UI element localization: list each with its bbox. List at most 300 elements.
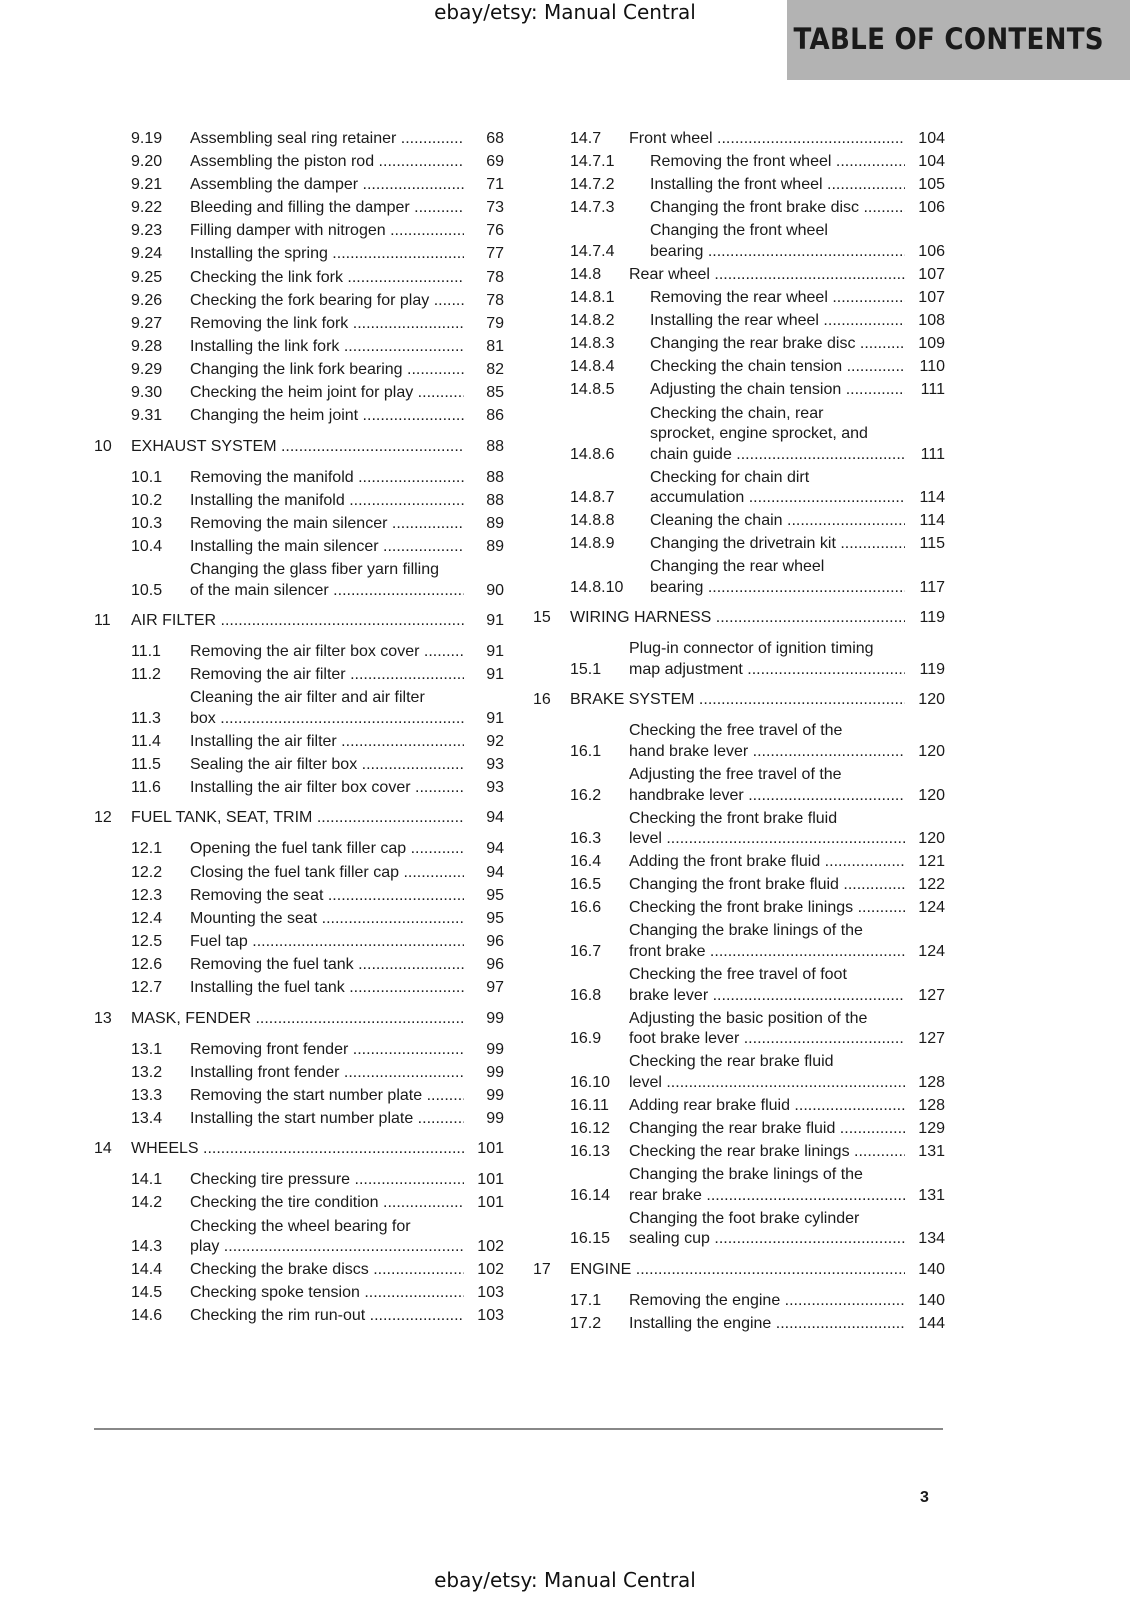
toc-chapter: [94, 436, 504, 457]
entry-page: 114: [919, 512, 945, 530]
entry-title-block: [650, 175, 905, 196]
toc-entry: [94, 755, 504, 776]
entry-title: Assembling the damper .....: [190, 176, 464, 193]
entry-page: 102: [477, 1238, 504, 1255]
entry-title-block: [650, 198, 905, 219]
chapter-number: 16: [533, 691, 551, 709]
toc-entry: [533, 921, 945, 962]
entry-page: 99: [486, 1086, 504, 1104]
entry-page: 86: [486, 407, 504, 425]
entry-page: 99: [486, 1109, 504, 1127]
toc-entry: [94, 1170, 504, 1191]
entry-title-block: [629, 639, 905, 680]
entry-page: 91: [486, 666, 504, 684]
entry-page: 95: [486, 886, 504, 904]
toc-entry: [94, 1217, 504, 1258]
entry-title-block: [190, 863, 464, 884]
chapter-title: EXHAUST SYSTEM .....: [131, 438, 464, 455]
entry-title: Checking the front brake linings .....: [629, 899, 905, 916]
entry-title: bearing .....: [650, 579, 905, 596]
entry-page: 119: [919, 660, 945, 678]
entry-title-block: [190, 732, 464, 753]
entry-number: 12.3: [131, 886, 163, 904]
toc-entry: [94, 360, 504, 381]
toc-entry: [94, 1306, 504, 1327]
chapter-title-block: [570, 1259, 905, 1280]
entry-page: 77: [486, 245, 504, 263]
entry-title: Checking the fork bearing for play .....: [190, 292, 464, 309]
entry-title-block: [190, 560, 464, 601]
entry-title-block: [190, 291, 464, 312]
entry-title: Checking the chain, rear: [650, 404, 824, 422]
entry-number: 12.4: [131, 909, 163, 927]
entry-number: 9.20: [131, 153, 163, 171]
entry-page: 110: [919, 358, 945, 376]
chapter-title-block: [131, 436, 464, 457]
entry-title-block: [190, 955, 464, 976]
entry-title: brake lever .....: [629, 987, 905, 1004]
entry-title: Removing the fuel tank .....: [190, 956, 464, 973]
toc-chapter: [533, 689, 945, 710]
entry-number: 16.13: [570, 1143, 611, 1161]
entry-title-block: [650, 221, 905, 262]
entry-page: 88: [486, 468, 504, 486]
entry-title-block: [629, 1142, 905, 1163]
entry-title-block: [650, 357, 905, 378]
entry-title-block: [629, 265, 905, 286]
entry-title: Installing the air filter box cover .....: [190, 779, 464, 796]
entry-title-block: [190, 360, 464, 381]
entry-number: 9.31: [131, 407, 163, 425]
toc-entry: [94, 1283, 504, 1304]
chapter-title: WHEELS .....: [131, 1140, 464, 1157]
toc-entry: [94, 732, 504, 753]
toc-left-column: [94, 129, 504, 1329]
toc-entry: [94, 152, 504, 173]
entry-page: 106: [918, 242, 945, 260]
entry-number: 13.2: [131, 1063, 163, 1081]
chapter-page: 120: [918, 691, 945, 709]
entry-title-block: [190, 778, 464, 799]
chapter-title-block: [570, 607, 905, 628]
entry-title: Checking the rim run-out .....: [190, 1307, 464, 1324]
entry-title: Installing the start number plate .....: [190, 1110, 464, 1127]
entry-page: 144: [918, 1314, 945, 1332]
toc-right-column: [533, 129, 945, 1337]
chapter-number: 15: [533, 609, 551, 627]
entry-title: Opening the fuel tank filler cap .....: [190, 840, 464, 857]
entry-page: 95: [486, 909, 504, 927]
entry-page: 106: [918, 199, 945, 217]
entry-page: 127: [918, 986, 945, 1004]
entry-number: 12.2: [131, 863, 163, 881]
entry-number: 14.8.1: [570, 289, 615, 307]
entry-page: 94: [486, 863, 504, 881]
entry-number: 16.1: [570, 742, 602, 760]
entry-title-block: [629, 1314, 905, 1335]
entry-number: 9.22: [131, 199, 163, 217]
entry-number: 16.15: [570, 1230, 611, 1248]
entry-number: 9.30: [131, 384, 163, 402]
toc-entry: [533, 265, 945, 286]
toc-entry: [94, 383, 504, 404]
entry-title-block: [190, 1063, 464, 1084]
entry-number: 11.4: [131, 732, 161, 750]
entry-title: Checking the free travel of the: [629, 722, 843, 740]
entry-number: 11.6: [131, 778, 161, 796]
entry-title: Installing the link fork .....: [190, 338, 464, 355]
entry-page: 120: [918, 830, 945, 848]
entry-number: 9.23: [131, 222, 163, 240]
entry-title: Changing the front brake disc .....: [650, 199, 905, 216]
entry-title: Checking the free travel of foot: [629, 966, 847, 984]
entry-number: 14.7.4: [570, 242, 615, 260]
entry-page: 117: [919, 578, 945, 596]
chapter-page: 91: [486, 612, 504, 629]
entry-number: 16.7: [570, 942, 602, 960]
entry-title-block: [190, 314, 464, 335]
entry-page: 111: [920, 445, 945, 463]
entry-number: 10.4: [131, 537, 163, 555]
entry-title: Removing the start number plate .....: [190, 1087, 464, 1104]
entry-number: 13.1: [131, 1040, 163, 1058]
chapter-page: 88: [486, 437, 504, 455]
entry-title: Filling damper with nitrogen .....: [190, 222, 464, 239]
entry-number: 14.8.2: [570, 312, 615, 330]
entry-title-block: [190, 268, 464, 289]
entry-title-block: [629, 1209, 905, 1250]
entry-page: 140: [918, 1291, 945, 1309]
entry-title: Checking the front brake fluid: [629, 809, 838, 827]
entry-title-block: [190, 152, 464, 173]
toc-entry: [94, 514, 504, 535]
entry-number: 9.27: [131, 314, 163, 332]
chapter-page: 99: [486, 1009, 504, 1027]
entry-number: 14.7: [570, 130, 602, 147]
toc-entry: [533, 1314, 945, 1335]
entry-title: chain guide .....: [650, 446, 905, 463]
entry-title-block: [190, 129, 464, 150]
entry-page: 97: [486, 979, 504, 997]
toc-chapter: [533, 1259, 945, 1280]
entry-page: 78: [486, 291, 504, 309]
toc-entry: [533, 1052, 945, 1093]
entry-title-block: [190, 1170, 464, 1191]
chapter-title: FUEL TANK, SEAT, TRIM .....: [131, 809, 464, 826]
entry-title: Assembling seal ring retainer .....: [190, 130, 464, 147]
entry-title: Changing the rear brake fluid .....: [629, 1120, 905, 1137]
entry-page: 99: [486, 1063, 504, 1081]
entry-page: 124: [918, 899, 945, 917]
entry-number: 10.3: [131, 514, 163, 532]
toc-entry: [94, 1040, 504, 1061]
entry-title: Installing the fuel tank .....: [190, 979, 464, 996]
entry-number: 16.3: [570, 830, 602, 848]
entry-page: 131: [918, 1143, 945, 1161]
entry-number: 9.19: [131, 130, 163, 147]
toc-entry: [533, 468, 945, 509]
entry-title: map adjustment .....: [629, 661, 905, 678]
entry-page: 73: [486, 199, 504, 217]
entry-title: Changing the foot brake cylinder: [629, 1209, 860, 1227]
entry-title: Removing the seat .....: [190, 887, 464, 904]
entry-title-block: [190, 491, 464, 512]
entry-title: Adjusting the chain tension .....: [650, 381, 905, 398]
entry-title-block: [190, 932, 464, 953]
toc-entry: [533, 557, 945, 598]
entry-page: 81: [486, 337, 504, 355]
chapter-number: 10: [94, 437, 112, 455]
toc-entry: [533, 1142, 945, 1163]
entry-page: 93: [486, 778, 504, 796]
entry-number: 11.1: [131, 643, 161, 660]
toc-entry: [533, 1209, 945, 1250]
toc-entry: [533, 1096, 945, 1117]
entry-title: box .....: [190, 710, 464, 727]
entry-page: 111: [920, 381, 945, 399]
entry-title-block: [650, 311, 905, 332]
entry-title-block: [190, 537, 464, 558]
toc-entry: [94, 909, 504, 930]
entry-number: 13.4: [131, 1109, 163, 1127]
entry-title: Installing the engine .....: [629, 1315, 905, 1332]
entry-title: Plug-in connector of ignition timing: [629, 640, 874, 658]
toc-entry: [533, 152, 945, 173]
entry-title: Checking the rear brake fluid: [629, 1053, 834, 1071]
entry-number: 9.28: [131, 337, 163, 355]
entry-page: 128: [918, 1096, 945, 1114]
entry-page: 104: [918, 130, 945, 147]
entry-title-block: [190, 468, 464, 489]
toc-entry: [533, 965, 945, 1006]
entry-page: 79: [486, 314, 504, 332]
entry-title-block: [629, 921, 905, 962]
chapter-title-block: [131, 807, 464, 828]
entry-number: 16.5: [570, 876, 602, 894]
chapter-number: 14: [94, 1140, 112, 1158]
entry-title: front brake .....: [629, 943, 905, 960]
entry-number: 14.8.7: [570, 489, 615, 507]
chapter-page: 101: [477, 1140, 504, 1158]
entry-number: 14.8.6: [570, 445, 615, 463]
entry-number: 14.8.9: [570, 535, 615, 553]
entry-number: 16.14: [570, 1186, 611, 1204]
chapter-title-block: [131, 1138, 464, 1159]
entry-title: Checking the link fork .....: [190, 269, 464, 286]
entry-title: sprocket, engine sprocket, and: [650, 425, 868, 443]
toc-entry: [533, 1119, 945, 1140]
toc-entry: [533, 1009, 945, 1050]
page-title: TABLE OF CONTENTS: [793, 22, 1104, 56]
entry-title: Installing the air filter .....: [190, 733, 464, 750]
entry-title: Installing the spring .....: [190, 245, 464, 262]
entry-title: Changing the brake linings of the: [629, 1166, 863, 1184]
entry-number: 13.3: [131, 1086, 163, 1104]
entry-page: 103: [477, 1307, 504, 1325]
toc-entry: [94, 221, 504, 242]
toc-entry: [533, 129, 945, 150]
entry-title-block: [190, 642, 464, 663]
toc-entry: [533, 404, 945, 466]
chapter-page: 94: [486, 809, 504, 827]
entry-title-block: [629, 765, 905, 806]
entry-number: 14.8.8: [570, 512, 615, 530]
entry-title-block: [190, 514, 464, 535]
entry-title-block: [650, 152, 905, 173]
entry-title: Removing the rear wheel .....: [650, 289, 905, 306]
entry-number: 14.8.10: [570, 578, 624, 596]
entry-title-block: [650, 557, 905, 598]
entry-title-block: [650, 534, 905, 555]
toc-entry: [533, 288, 945, 309]
toc-entry: [94, 978, 504, 999]
entry-title: Changing the heim joint .....: [190, 407, 464, 424]
entry-title: Checking the heim joint for play .....: [190, 384, 464, 401]
entry-number: 16.8: [570, 986, 602, 1004]
entry-number: 14.7.2: [570, 176, 615, 194]
entry-page: 91: [486, 709, 504, 727]
toc-entry: [94, 537, 504, 558]
toc-entry: [533, 311, 945, 332]
entry-title: rear brake .....: [629, 1187, 905, 1204]
entry-number: 15.1: [570, 660, 602, 678]
entry-number: 14.3: [131, 1238, 163, 1255]
toc-entry: [94, 175, 504, 196]
watermark-top: ebay/etsy: Manual Central: [434, 0, 696, 24]
entry-title-block: [190, 755, 464, 776]
entry-title: Installing the rear wheel .....: [650, 312, 905, 329]
entry-title: Checking for chain dirt: [650, 468, 810, 486]
entry-number: 12.7: [131, 979, 163, 997]
chapter-title-block: [131, 1008, 464, 1029]
entry-title: Installing the manifold .....: [190, 492, 464, 509]
entry-number: 14.4: [131, 1261, 163, 1279]
toc-chapter: [533, 607, 945, 628]
entry-title-block: [629, 129, 905, 150]
entry-title-block: [190, 1283, 464, 1304]
entry-title: Cleaning the chain .....: [650, 512, 905, 529]
toc-entry: [94, 491, 504, 512]
entry-number: 14.7.3: [570, 199, 615, 217]
entry-title: Installing the main silencer .....: [190, 538, 464, 555]
entry-title: Checking spoke tension .....: [190, 1284, 464, 1301]
entry-title: Changing the glass fiber yarn filling: [190, 561, 440, 578]
chapter-title: BRAKE SYSTEM .....: [570, 691, 905, 708]
toc-entry: [94, 688, 504, 729]
entry-title: Adjusting the free travel of the: [629, 766, 842, 783]
entry-page: 88: [486, 491, 504, 509]
entry-page: 93: [486, 755, 504, 773]
entry-page: 82: [486, 360, 504, 378]
entry-title: Sealing the air filter box .....: [190, 756, 464, 773]
entry-title: Changing the front brake fluid .....: [629, 876, 905, 893]
chapter-title-block: [570, 689, 905, 710]
entry-page: 89: [486, 537, 504, 555]
entry-page: 104: [918, 153, 945, 171]
entry-number: 16.11: [570, 1096, 609, 1114]
entry-page: 107: [918, 289, 945, 307]
entry-number: 14.8.4: [570, 358, 615, 376]
entry-number: 11.5: [131, 755, 161, 773]
entry-page: 76: [486, 222, 504, 240]
entry-title: Rear wheel .....: [629, 266, 905, 283]
toc-entry: [94, 886, 504, 907]
toc-entry: [533, 1291, 945, 1312]
entry-title-block: [190, 688, 464, 729]
entry-number: 11.2: [131, 666, 161, 684]
toc-entry: [533, 334, 945, 355]
entry-title-block: [629, 852, 905, 873]
toc-entry: [533, 380, 945, 401]
entry-title-block: [650, 380, 905, 401]
entry-number: 12.1: [131, 840, 163, 858]
toc-entry: [94, 932, 504, 953]
entry-title-block: [190, 978, 464, 999]
entry-title: Changing the brake linings of the: [629, 922, 863, 940]
entry-title: Removing the air filter .....: [190, 666, 464, 683]
chapter-title: WIRING HARNESS .....: [570, 609, 905, 626]
entry-page: 90: [486, 581, 504, 599]
entry-title: Checking the rear brake linings .....: [629, 1143, 905, 1160]
entry-title-block: [190, 198, 464, 219]
entry-number: 14.8.5: [570, 381, 615, 399]
toc-entry: [94, 198, 504, 219]
toc-entry: [533, 198, 945, 219]
entry-title-block: [650, 511, 905, 532]
entry-page: 92: [486, 732, 504, 750]
entry-page: 120: [918, 786, 945, 804]
entry-title: Removing the front wheel .....: [650, 153, 905, 170]
entry-title: bearing .....: [650, 243, 905, 260]
toc-entry: [94, 468, 504, 489]
entry-number: 14.6: [131, 1307, 163, 1325]
entry-title-block: [650, 334, 905, 355]
entry-page: 115: [919, 535, 945, 553]
toc-chapter: [94, 610, 504, 631]
entry-number: 9.29: [131, 360, 163, 378]
entry-page: 91: [486, 643, 504, 660]
entry-number: 17.2: [570, 1314, 602, 1332]
toc-entry: [94, 1109, 504, 1130]
entry-title: play .....: [190, 1238, 464, 1255]
entry-page: 71: [486, 176, 504, 194]
entry-number: 9.24: [131, 245, 163, 263]
toc-entry: [533, 357, 945, 378]
chapter-number: 12: [94, 809, 112, 827]
entry-page: 124: [918, 942, 945, 960]
entry-page: 108: [918, 312, 945, 330]
entry-page: 96: [486, 955, 504, 973]
toc-entry: [94, 665, 504, 686]
entry-title: Changing the rear wheel: [650, 558, 825, 576]
entry-title: accumulation .....: [650, 489, 905, 506]
toc-chapter: [94, 1138, 504, 1159]
entry-number: 16.12: [570, 1119, 611, 1137]
entry-title-block: [190, 1086, 464, 1107]
entry-number: 12.6: [131, 955, 163, 973]
entry-title: Adding rear brake fluid .....: [629, 1097, 905, 1114]
chapter-page: 119: [919, 609, 945, 627]
toc-entry: [94, 863, 504, 884]
entry-title: foot brake lever .....: [629, 1030, 905, 1047]
toc-entry: [533, 898, 945, 919]
chapter-number: 17: [533, 1260, 551, 1278]
entry-title-block: [190, 1040, 464, 1061]
entry-title: Removing the manifold .....: [190, 469, 464, 486]
entry-title: Changing the link fork bearing .....: [190, 361, 464, 378]
toc-entry: [94, 314, 504, 335]
entry-title: handbrake lever .....: [629, 787, 905, 804]
